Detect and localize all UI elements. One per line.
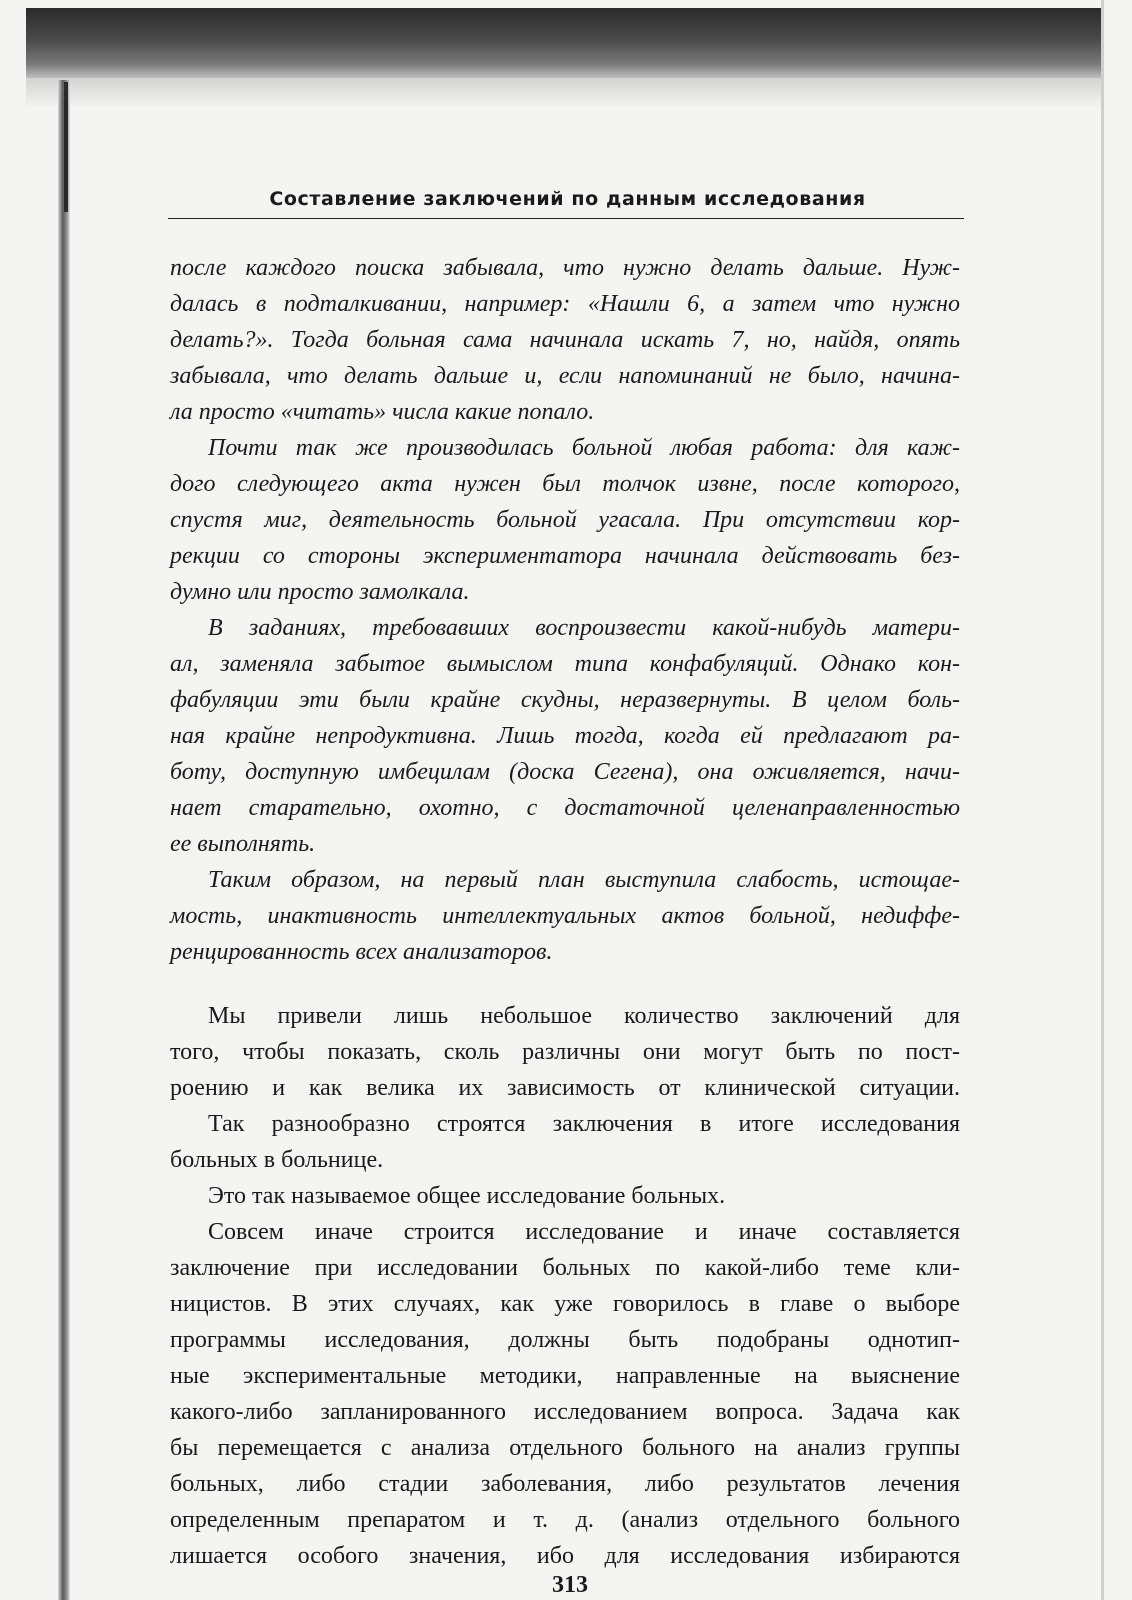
text-line: после каждого поиска забывала, что нужно делать дальше. Нуж- [170, 255, 960, 281]
text-line: того, чтобы показать, сколь различны они могут быть по пост- [170, 1039, 960, 1065]
text-line: рекции со стороны экспериментатора начинала действовать без- [170, 543, 960, 569]
text-line: больных в больнице. [170, 1147, 384, 1173]
text-line: программы исследования, должны быть подобраны однотип- [170, 1327, 960, 1353]
text-line: нает старательно, охотно, с достаточной целенаправленностью [170, 795, 960, 821]
book-spine-shadow [58, 80, 70, 1600]
text-line: мость, инактивность интеллектуальных актов больной, недиффе- [170, 903, 960, 929]
text-line: боту, доступную имбецилам (доска Сегена), она оживляется, начи- [170, 759, 960, 785]
book-spine-dark-edge [64, 82, 68, 212]
text-line: ла просто «читать» числа какие попало. [170, 399, 595, 425]
text-line: больных, либо стадии заболевания, либо результатов лечения [170, 1471, 960, 1497]
text-line: Это так называемое общее исследование больных. [208, 1183, 726, 1209]
text-line: дого следующего акта нужен был толчок извне, после которого, [170, 471, 960, 497]
body-text [170, 250, 960, 1574]
text-line: какого-либо запланированного исследованием вопроса. Задача как [170, 1399, 960, 1425]
text-line: определенным препаратом и т. д. (анализ отдельного больного [170, 1507, 960, 1533]
text-line: лишается особого значения, ибо для исследования избираются [170, 1543, 960, 1569]
text-line: ренцированность всех анализаторов. [170, 939, 553, 965]
text-line: спустя миг, деятельность больной угасала. При отсутствии кор- [170, 507, 960, 533]
text-line: ные экспериментальные методики, направленные на выяснение [170, 1363, 960, 1389]
text-line: делать?». Тогда больная сама начинала искать 7, но, найдя, опять [170, 327, 960, 353]
text-line: заключение при исследовании больных по какой-либо теме кли- [170, 1255, 960, 1281]
text-line: ал, заменяла забытое вымыслом типа конфабуляций. Однако кон- [170, 651, 960, 677]
text-line: ная крайне непродуктивна. Лишь тогда, когда ей предлагают ра- [170, 723, 960, 749]
running-head-rule [168, 218, 964, 219]
text-line: Почти так же производилась больной любая работа: для каж- [208, 435, 960, 461]
text-line: фабуляции эти были крайне скудны, неразвернуты. В целом боль- [170, 687, 960, 713]
paragraph-gap [170, 970, 960, 998]
text-line: ее выполнять. [170, 831, 316, 857]
scan-top-shadow [26, 8, 1102, 78]
text-line: далась в подталкивании, например: «Нашли 6, а затем что нужно [170, 291, 960, 317]
text-line: Таким образом, на первый план выступила слабость, истощае- [208, 867, 960, 893]
text-line: В заданиях, требовавших воспроизвести какой-нибудь матери- [208, 615, 960, 641]
text-line: роению и как велика их зависимость от клинической ситуации. [170, 1075, 960, 1101]
page-number: 313 [552, 1572, 588, 1598]
text-line: забывала, что делать дальше и, если напоминаний не было, начина- [170, 363, 960, 389]
page-right-edge [1101, 0, 1104, 1600]
text-line: Совсем иначе строится исследование и иначе составляется [208, 1219, 960, 1245]
scan-top-shadow-fade [26, 78, 1102, 108]
text-line: Мы привели лишь небольшое количество заключений для [208, 1003, 960, 1029]
text-line: бы перемещается с анализа отдельного больного на анализ группы [170, 1435, 960, 1461]
text-line: думно или просто замолкала. [170, 579, 470, 605]
text-line: ницистов. В этих случаях, как уже говорилось в главе о выборе [170, 1291, 960, 1317]
text-line: Так разнообразно строятся заключения в итоге исследования [208, 1111, 960, 1137]
running-head: Составление заключений по данным исследования [269, 188, 866, 210]
